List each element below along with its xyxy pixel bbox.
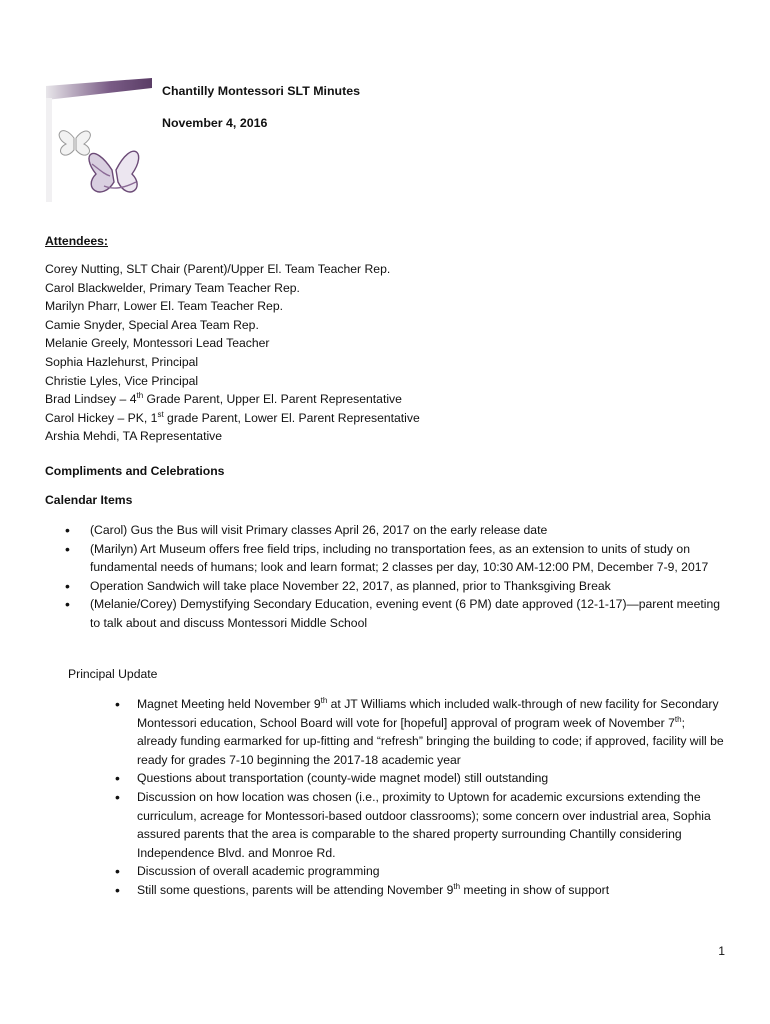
meeting-date: November 4, 2016 bbox=[162, 116, 268, 130]
principal-update-item: • Discussion on how location was chosen (i.e., proximity to Uptown for academic excursions extending the curriculum, acreage for Montessori-based outdoor classrooms); some concern over industrial area, Sophia assured parents that the area is comparable to the shared property surrounding Chantilly considering Independence Blvd. and Monroe Rd. bbox=[137, 788, 727, 862]
attendee-item: Sophia Hazlehurst, Principal bbox=[45, 354, 199, 369]
calendar-item: • (Marilyn) Art Museum offers free field trips, including no transportation fees, as an extension to units of study on fundamental needs of humans; look and learn format; 2 classes per day, 10:30 AM-12:00 PM, December 7-9, 2017 bbox=[90, 540, 730, 577]
document-title: Chantilly Montessori SLT Minutes bbox=[162, 84, 361, 98]
calendar-item: • (Melanie/Corey) Demystifying Secondary Education, evening event (6 PM) date approved (12-1-17)—parent meeting to talk about and discuss Montessori Middle School bbox=[90, 595, 730, 632]
calendar-heading: Calendar Items bbox=[45, 493, 133, 507]
principal-update-heading: Principal Update bbox=[68, 667, 158, 681]
attendee-item: Melanie Greely, Montessori Lead Teacher bbox=[45, 336, 270, 351]
attendee-item: Carol Hickey – PK, 1st grade Parent, Lower El. Parent Representative bbox=[45, 409, 420, 425]
butterfly-logo-icon bbox=[44, 78, 154, 204]
principal-update-item: • Questions about transportation (county-wide magnet model) still outstanding bbox=[137, 769, 727, 788]
principal-update-item: • Discussion of overall academic programming bbox=[137, 862, 727, 881]
calendar-items-list bbox=[90, 521, 730, 633]
principal-update-item: • Still some questions, parents will be attending November 9th meeting in show of support bbox=[137, 881, 727, 900]
attendees-heading: Attendees: bbox=[45, 234, 108, 248]
attendee-item: Camie Snyder, Special Area Team Rep. bbox=[45, 317, 259, 332]
attendee-item: Arshia Mehdi, TA Representative bbox=[45, 429, 223, 444]
attendee-item: Carol Blackwelder, Primary Team Teacher Rep. bbox=[45, 280, 300, 295]
page-number: 1 bbox=[718, 944, 725, 958]
calendar-item: • Operation Sandwich will take place November 22, 2017, as planned, prior to Thanksgiving Break bbox=[90, 577, 730, 596]
attendee-item: Corey Nutting, SLT Chair (Parent)/Upper El. Team Teacher Rep. bbox=[45, 262, 391, 276]
principal-update-item: • Magnet Meeting held November 9th at JT Williams which included walk-through of new facility for Secondary Montessori education, School Board will vote for [hopeful] approval of program week of November 7th; already funding earmarked for up-fitting and “refresh” bringing the building to code; if approved, facility will be ready for grades 7-10 beginning the 2017-18 academic year bbox=[137, 695, 727, 769]
attendee-item: Marilyn Pharr, Lower El. Team Teacher Rep. bbox=[45, 299, 283, 314]
calendar-item: • (Carol) Gus the Bus will visit Primary classes April 26, 2017 on the early release date bbox=[90, 521, 730, 540]
attendee-item: Christie Lyles, Vice Principal bbox=[45, 373, 199, 388]
attendee-item: Brad Lindsey – 4th Grade Parent, Upper El. Parent Representative bbox=[45, 391, 402, 407]
compliments-heading: Compliments and Celebrations bbox=[45, 464, 225, 478]
principal-update-list bbox=[137, 695, 727, 900]
attendees-list bbox=[45, 260, 420, 446]
